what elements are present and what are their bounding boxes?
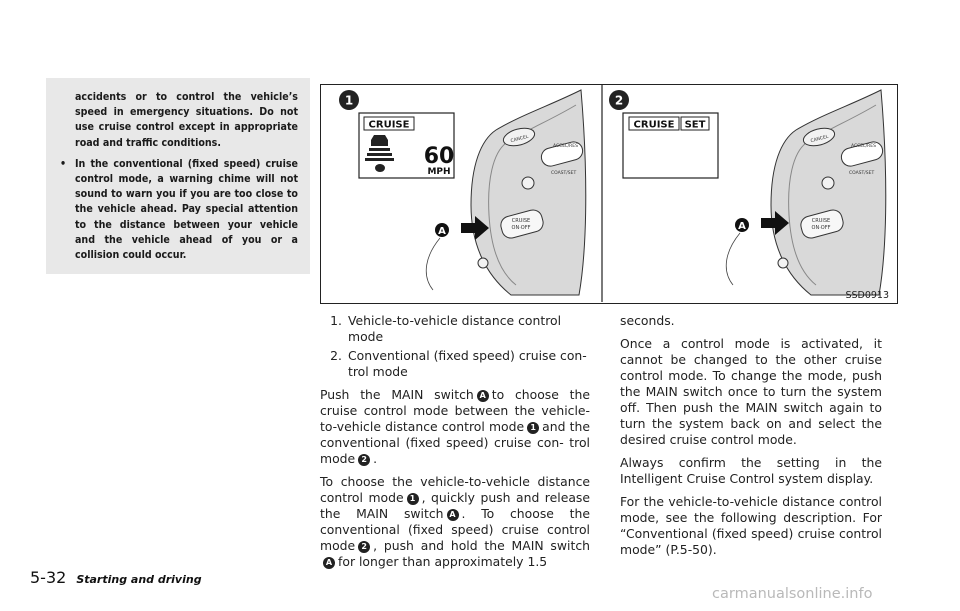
svg-text:COAST/SET: COAST/SET (849, 171, 875, 176)
svg-text:CRUISE: CRUISE (511, 218, 531, 224)
paragraph-main-switch: Push the MAIN switch A to choose the cruise control mode between the vehicle-to-vehicle distance control mode 1 and the conventional (fixed speed) cruise con- trol mode 2 . (320, 387, 590, 466)
text-column-right (620, 313, 882, 565)
cruise-control-figure (320, 84, 898, 304)
svg-text:CRUISE: CRUISE (811, 218, 831, 224)
svg-text:CANCEL: CANCEL (510, 134, 530, 145)
paragraph-choose-mode: To choose the vehicle-to-vehicle distance control mode 1 , quickly push and release the MAIN switch A . To choose the conventional (fixed speed) cruise control mode 2 , push and hold the MAIN switchA for longer than approximately 1.5 (320, 474, 590, 569)
marker-1: 1 (527, 422, 539, 434)
svg-text:COAST/SET: COAST/SET (551, 171, 577, 176)
svg-text:ON·OFF: ON·OFF (511, 225, 531, 231)
distance-button-1 (522, 177, 534, 189)
svg-text:ACCEL/RES: ACCEL/RES (553, 144, 578, 149)
warning-box (46, 78, 310, 274)
section-title: Starting and driving (76, 573, 202, 586)
panel-1-number: 1 (344, 93, 354, 108)
display-2-set: SET (684, 119, 706, 131)
marker-1: 1 (407, 493, 419, 505)
warning-bullet (60, 157, 298, 263)
text-column-middle (320, 313, 590, 577)
svg-text:CANCEL: CANCEL (810, 134, 830, 145)
list-item: 2. Conventional (fixed speed) cruise con- trol mode (330, 348, 587, 379)
display-1-label: CRUISE (368, 119, 410, 131)
figure-code: SSD0913 (845, 290, 889, 301)
paragraph-seconds: seconds. (620, 313, 675, 328)
warning-text-2: In the conventional (fixed speed) cruise control mode, a warning chime will not sound to warn you if you are too close to the vehicle ahead. Pay special attention to the distance between your vehicle and the vehicle ahead of you or a collision could occur. (75, 157, 298, 262)
display-2-label: CRUISE (633, 119, 675, 131)
paragraph-mode-change: Once a control mode is activated, it cannot be changed to the other cruise control mode. To change the mode, push the MAIN switch once to turn the system off. Then push the MAIN switch again to turn the system back on and select the desired cruise control mode. (620, 336, 882, 447)
list-item: 1. Vehicle-to-vehicle distance control mode (330, 313, 562, 344)
paragraph-confirm: Always confirm the setting in the Intelligent Cruise Control system display. (620, 455, 882, 486)
lower-button-1 (478, 258, 488, 268)
display-1-unit: MPH (427, 167, 451, 177)
warning-text-1: accidents or to control the vehicle’s speed in emergency situations. Do not use cruise control except in appropriate road and traffic conditions. (75, 91, 298, 149)
panel-2-number: 2 (614, 93, 624, 108)
svg-text:A: A (738, 221, 746, 232)
bullet-mark: • (60, 157, 67, 170)
page-number: 5-32 (30, 568, 67, 587)
marker-2: 2 (358, 454, 370, 466)
marker-a: A (477, 390, 489, 402)
paragraph-reference: For the vehicle-to-vehicle distance control mode, see the following description. For “Conventional (fixed speed) cruise control mode” (P.5-50). (620, 494, 882, 557)
distance-button-2 (822, 177, 834, 189)
svg-text:A: A (438, 226, 446, 237)
page-footer (30, 568, 202, 587)
display-1-speed: 60 (423, 144, 455, 169)
marker-a: A (447, 509, 459, 521)
lower-button-2 (778, 258, 788, 268)
figure-illustration (321, 85, 896, 302)
watermark: carmanualsonline.info (712, 586, 873, 602)
svg-text:ACCEL/RES: ACCEL/RES (851, 144, 876, 149)
marker-2: 2 (358, 541, 370, 553)
own-vehicle-icon (375, 164, 385, 172)
svg-text:ON·OFF: ON·OFF (811, 225, 831, 231)
marker-a: A (323, 557, 335, 569)
